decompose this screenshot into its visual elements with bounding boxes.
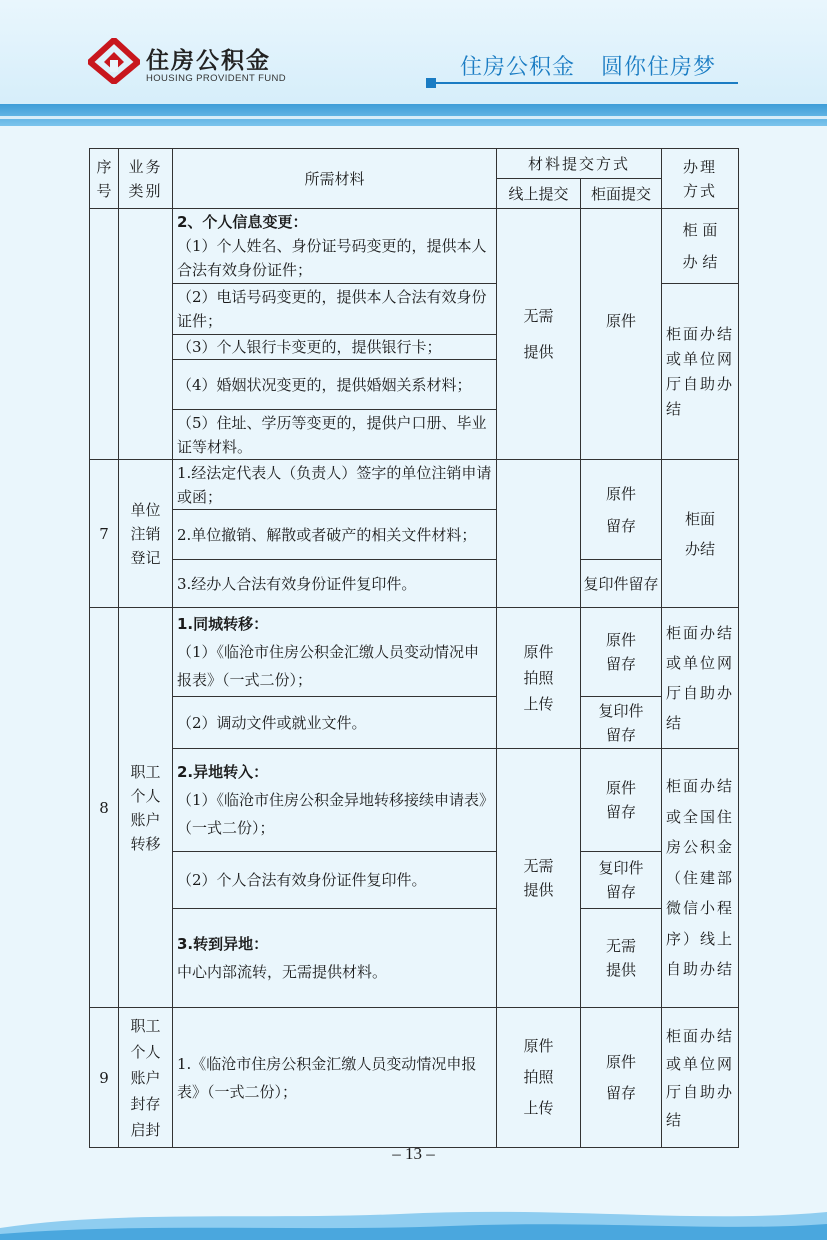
table-row: [90, 1008, 739, 1148]
material-cell: 2、个人信息变更： （1）个人姓名、身份证号码变更的，提供本人合法有效身份证件；: [173, 209, 497, 284]
slogan-underline: [433, 82, 738, 84]
header-seq: 序 号: [90, 149, 119, 209]
table-row: [90, 697, 739, 749]
counter-cell: 原件留存: [581, 460, 662, 560]
header-handle-method: 办理 方式: [662, 149, 739, 209]
page-header: [0, 0, 827, 104]
online-cell: [497, 460, 581, 608]
material-cell: 3.经办人合法有效身份证件复印件。: [173, 560, 497, 608]
category-cell: 职工个人账户转移: [119, 608, 173, 1008]
method-cell: 柜面办结或全国住房公积金（住建部微信小程序）线上自助办结: [662, 749, 739, 1008]
online-cell: 原件拍照上传: [497, 608, 581, 749]
slogan-right: 圆你住房梦: [601, 55, 717, 80]
page-number: – 13 –: [392, 1144, 435, 1163]
method-cell: 柜面办结或单位网厅自助办结: [662, 284, 739, 460]
table-row: [90, 608, 739, 697]
section-title: 3.转到异地：: [177, 935, 269, 953]
method-cell: 柜面办结或单位网厅自助办结: [662, 1008, 739, 1148]
online-cell: 无需提供: [497, 749, 581, 1008]
table-row: [90, 749, 739, 852]
counter-cell: 复印件留存: [581, 697, 662, 749]
method-cell: 柜面办结或单位网厅自助办结: [662, 608, 739, 749]
material-cell: （3）个人银行卡变更的，提供银行卡；: [173, 335, 497, 360]
table-row: [90, 460, 739, 510]
table-header-row: [90, 149, 739, 179]
logo-subtitle: HOUSING PROVIDENT FUND: [146, 73, 287, 84]
seq-cell: 7: [90, 460, 119, 608]
slogan-left: 住房公积金: [460, 55, 576, 80]
material-cell: 1.同城转移： （1）《临沧市住房公积金汇缴人员变动情况申报表》（一式二份）；: [173, 608, 497, 697]
header-submit-method: 材料提交方式: [497, 149, 662, 179]
material-cell: 1.《临沧市住房公积金汇缴人员变动情况申报表》（一式二份）；: [173, 1008, 497, 1148]
header-category: 业务 类别: [119, 149, 173, 209]
section-title: 1.同城转移：: [177, 615, 269, 633]
method-cell: 柜面办结: [662, 460, 739, 608]
online-cell: 原件拍照上传: [497, 1008, 581, 1148]
seq-cell: 9: [90, 1008, 119, 1148]
method-cell: 柜 面 办 结: [662, 209, 739, 284]
material-cell: （2）个人合法有效身份证件复印件。: [173, 852, 497, 909]
materials-table: [89, 148, 739, 1148]
material-cell: （4）婚姻状况变更的，提供婚姻关系材料；: [173, 360, 497, 410]
counter-cell: 复印件留存: [581, 852, 662, 909]
footer-wave: [0, 1190, 827, 1240]
counter-cell: 原件留存: [581, 608, 662, 697]
counter-cell: 原件: [581, 209, 662, 460]
diamond-house-logo-icon: [88, 38, 140, 84]
header-counter: 柜面提交: [581, 179, 662, 209]
section-title: 2.异地转入：: [177, 763, 269, 781]
table-row: [90, 852, 739, 909]
counter-cell: 复印件留存: [581, 560, 662, 608]
material-cell: （2）调动文件或就业文件。: [173, 697, 497, 749]
table-row: [90, 209, 739, 284]
table-row: [90, 560, 739, 608]
category-cell: 单位注销登记: [119, 460, 173, 608]
material-cell: 3.转到异地： 中心内部流转，无需提供材料。: [173, 909, 497, 1008]
seq-cell: 8: [90, 608, 119, 1008]
material-cell: 2.异地转入： （1）《临沧市住房公积金异地转移接续申请表》（一式二份）；: [173, 749, 497, 852]
material-cell: 2.单位撤销、解散或者破产的相关文件材料；: [173, 510, 497, 560]
header-online: 线上提交: [497, 179, 581, 209]
slogan: [460, 50, 716, 81]
header-materials: 所需材料: [173, 149, 497, 209]
counter-cell: 原件留存: [581, 1008, 662, 1148]
header-band: [0, 104, 827, 126]
category-cell: [119, 209, 173, 460]
table-row: [90, 909, 739, 1008]
online-cell: 无需提供: [497, 209, 581, 460]
material-cell: （2）电话号码变更的，提供本人合法有效身份证件；: [173, 284, 497, 335]
section-title: 2、个人信息变更：: [177, 213, 308, 231]
header-band-stripe: [0, 116, 827, 119]
counter-cell: 无需提供: [581, 909, 662, 1008]
material-cell: 1.经法定代表人（负责人）签字的单位注销申请或函；: [173, 460, 497, 510]
seq-cell: [90, 209, 119, 460]
counter-cell: 原件留存: [581, 749, 662, 852]
category-cell: 职工个人账户封存启封: [119, 1008, 173, 1148]
material-cell: （5）住址、学历等变更的，提供户口册、毕业证等材料。: [173, 410, 497, 460]
logo-title: 住房公积金: [146, 48, 271, 74]
